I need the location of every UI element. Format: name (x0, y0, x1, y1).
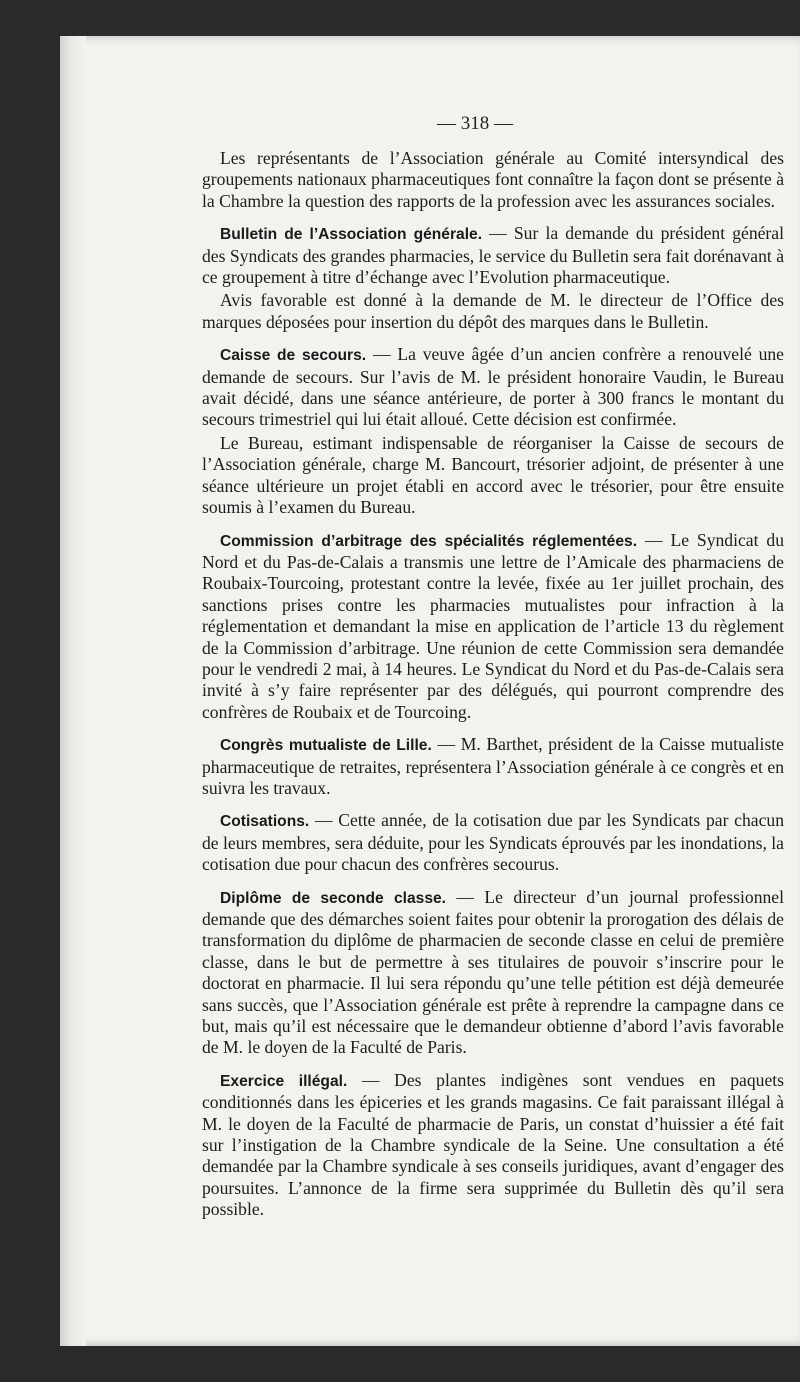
section-heading: Commission d’arbitrage des spécialités réglementées. (220, 532, 638, 550)
paragraph-bulletin-marques: Avis favorable est donné à la demande de M. le directeur de l’Office des marques déposées pour insertion du dépôt des marques dans le Bulletin. (202, 290, 784, 332)
section-heading: Bulletin de l’Association générale. (220, 226, 483, 244)
section-heading: Caisse de secours. (220, 347, 367, 365)
paragraph-exercice: Exercice illégal. — Des plantes indigènes sont vendues en paquets conditionnés dans les épiceries et les grands magasins. Ce fait paraissant illégal à M. le doyen de la Faculté de pharmacie de Paris, un constat d’huissier a été fait sur l’instigation de la Chambre syndicale de la Seine. Une consultation a été demandée par la Chambre syndicale à ses conseils juridiques, avant d’engager des poursuites. L’annonce de la firme sera supprimée du Bulletin dès qu’il sera possible. (202, 1069, 784, 1220)
paragraph-caisse-reorg: Le Bureau, estimant indispensable de réorganiser la Caisse de secours de l’Association générale, charge M. Bancourt, trésorier adjoint, de présenter à une séance ultérieure un projet établi en accord avec le trésorier, pour être ensuite soumis à l’examen du Bureau. (202, 432, 784, 518)
section-heading: Congrès mutualiste de Lille. (220, 737, 432, 755)
page-number: — 318 — (437, 113, 513, 134)
page-gutter (60, 36, 86, 1346)
section-heading: Exercice illégal. (220, 1072, 348, 1090)
body-text (202, 148, 784, 1232)
section-heading: Cotisations. (220, 813, 310, 831)
section-heading: Diplôme de seconde classe. (220, 889, 447, 907)
paragraph-diplome: Diplôme de seconde classe. — Le directeur d’un journal professionnel demande que des démarches soient faites pour obtenir la prorogation des délais de transformation du diplôme de pharmacien de seconde classe en celui de première classe, dans le but de permettre à ses titulaires de pouvoir s’inscrire pour le doctorat en pharmacie. Il lui sera répondu qu’une telle pétition est déjà demeurée sans succès, que l’Association générale est prête à reprendre la campagne dans ce but, mais qu’il est nécessaire que le demandeur obtienne d’abord l’avis favorable de M. le doyen de la Faculté de Paris. (202, 886, 784, 1058)
paragraph-commission: Commission d’arbitrage des spécialités réglementées. — Le Syndicat du Nord et du Pas-de-Calais a transmis une lettre de l’Amicale des pharmaciens de Roubaix-Tourcoing, protestant contre la levée, fixée au 1er juillet prochain, des sanctions prises contre les pharmacies mutualistes pour infraction à la réglementation et demandant la mise en application de l’article 13 du règlement de la Commission d’arbitrage. Une réunion de cette Commission sera demandée pour le vendredi 2 mai, à 14 heures. Le Syndicat du Nord et du Pas-de-Calais sera invité à s’y faire représenter par des délégués, qui pourront comprendre des confrères de Roubaix et de Tourcoing. (202, 529, 784, 722)
paragraph-cotisations: Cotisations. — Cette année, de la cotisation due par les Syndicats par chacun de leurs membres, sera déduite, pour les Syndicats éprouvés par les inondations, la cotisation due pour chacun des confrères secourus. (202, 810, 784, 875)
paragraph-bulletin: Bulletin de l’Association générale. — Sur la demande du président général des Syndicats des grandes pharmacies, le service du Bulletin sera fait dorénavant à ce groupement à titre d’échange avec l’Evolution pharmaceutique. (202, 223, 784, 288)
paragraph-congres: Congrès mutualiste de Lille. — M. Barthet, président de la Caisse mutualiste pharmaceutique de retraites, représentera l’Association générale à ce congrès et en suivra les travaux. (202, 734, 784, 798)
paragraph-caisse: Caisse de secours. — La veuve âgée d’un ancien confrère a renouvelé une demande de secours. Sur l’avis de M. le président honoraire Vaudin, le Bureau avait décidé, dans une séance antérieure, de porter à 300 francs le montant du secours trimestriel qui lui était alloué. Cette décision est confirmée. (202, 344, 784, 430)
paragraph-intro: Les représentants de l’Association générale au Comité intersyndical des groupements nationaux pharmaceutiques font connaître la façon dont se présente à la Chambre la question des rapports de la profession avec les assurances sociales. (202, 148, 784, 211)
